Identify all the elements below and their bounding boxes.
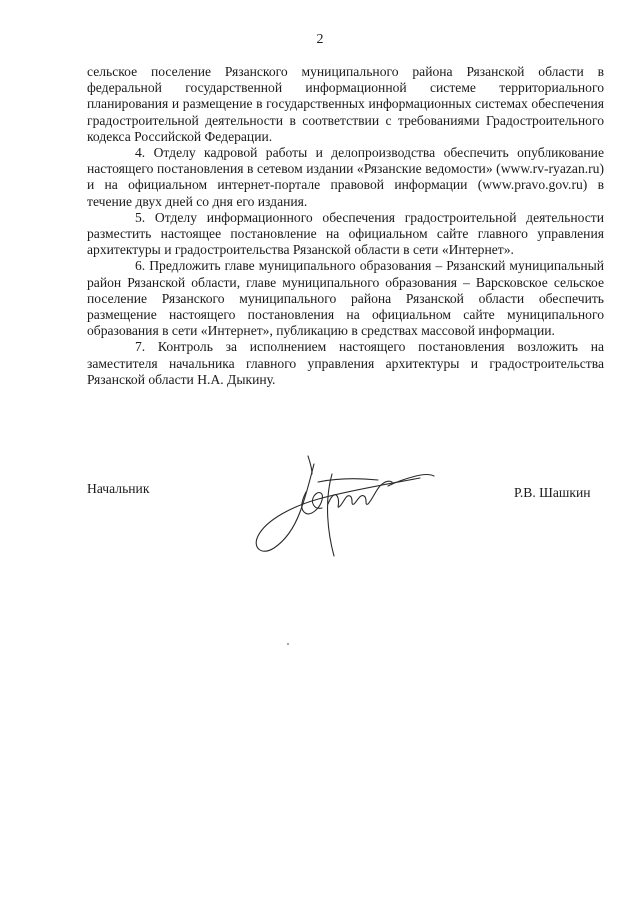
- paragraph-item-5: 5. Отделу информационного обеспечения градостроительной деятельности разместить настоящее постановление на официальном сайте главного управления архитектуры и градостроительства Рязанской области в сети «Интернет».: [87, 209, 604, 258]
- scan-speck: [287, 643, 289, 645]
- page-number: 2: [316, 32, 324, 47]
- signatory-name: Р.В. Шашкин: [514, 485, 591, 500]
- paragraph-item-7: 7. Контроль за исполнением настоящего постановления возложить на заместителя начальника главного управления архитектуры и градостроительства Рязанской области Н.А. Дыкину.: [87, 339, 604, 387]
- paragraph-continuation: сельское поселение Рязанского муниципального района Рязанской области в федеральной государственной информационной системе территориального планирования и размещение в государственных информационных системах обеспечения градостроительной деятельности в соответствии с требованиями Градостроительного кодекса Российской Федерации.: [87, 64, 604, 144]
- signatory-title: Начальник: [87, 481, 150, 496]
- handwritten-signature: [248, 452, 448, 560]
- paragraph-item-4: 4. Отделу кадровой работы и делопроизводства обеспечить опубликование настоящего постановления в сетевом издании «Рязанские ведомости» (www.rv-ryazan.ru) и на официальном интернет-портале правовой информации (www.pravo.gov.ru) в течение двух дней со дня его издания.: [87, 145, 604, 209]
- document-body: [87, 64, 604, 388]
- paragraph-item-6: 6. Предложить главе муниципального образования – Рязанский муниципальный район Рязанской области, главе муниципального образования – Варсковское сельское поселение Рязанского муниципального района Рязанской области обеспечить размещение настоящего постановления на официальном сайте муниципального образования в сети «Интернет», публикацию в средствах массовой информации.: [87, 258, 604, 339]
